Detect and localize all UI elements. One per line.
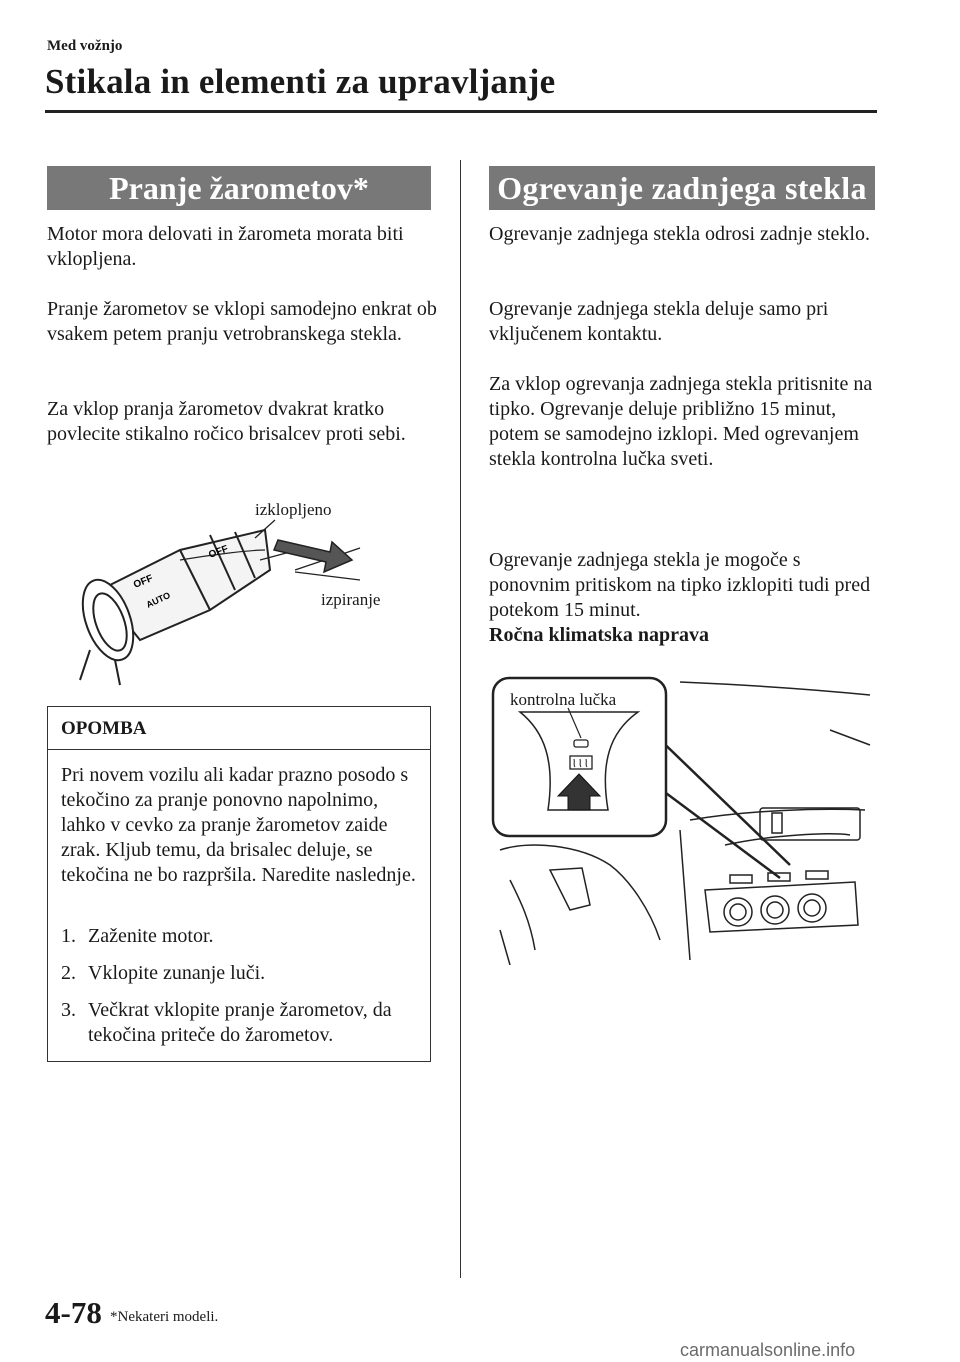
note-step (61, 961, 423, 986)
dashboard-illustration (490, 670, 875, 965)
note-text: Pri novem vozilu ali kadar prazno posodo s tekočino za pranje ponovno napolnimo, lahko v cevko za pranje žarometov zaide zrak. Kljub temu, da brisalec deluje, se tekočina ne bo razpršila. Naredite naslednje. (61, 764, 416, 886)
stalk-off-lower-text: OFF (132, 573, 155, 591)
note-step (61, 998, 423, 1048)
note-header (48, 707, 430, 750)
indicator-light-icon (574, 740, 588, 747)
header-rule (45, 110, 877, 113)
footnote: *Nekateri modeli. (110, 1309, 219, 1325)
paragraph: Ogrevanje zadnjega stekla je mogoče s ponovnim pritiskom na tipko izklopiti tudi pred potekom 15 minut. (489, 549, 871, 621)
chapter-label: Med vožnjo (47, 38, 123, 54)
paragraph: Motor mora delovati in žarometa morata biti vklopljena. (47, 223, 404, 270)
note-step (61, 924, 423, 949)
step-number: 1. (61, 925, 76, 947)
stalk-auto-text: AUTO (144, 590, 172, 610)
paragraph: Za vklop pranja žarometov dvakrat kratko povlecite stikalno ročico brisalcev proti sebi. (47, 398, 406, 445)
stalk-off-upper-text: OFF (207, 543, 230, 561)
rear-defroster-button-icon (570, 756, 592, 769)
note-box (47, 706, 431, 1062)
page-title: Stikala in elementi za upravljanje (45, 62, 556, 101)
note-title: OPOMBA (61, 718, 147, 739)
subheading-manual-climate: Ročna klimatska naprava (489, 624, 710, 646)
step-number: 3. (61, 999, 76, 1021)
step-text: Zaženite motor. (88, 925, 214, 947)
pull-arrow-icon (274, 540, 352, 572)
label-wash: izpiranje (321, 590, 381, 609)
section-banner-rear-defroster: Ogrevanje zadnjega stekla (489, 166, 875, 210)
page-number: 4-78 (45, 1295, 102, 1330)
step-text: Večkrat vklopite pranje žarometov, da tekočina priteče do žarometov. (88, 999, 392, 1046)
label-off: izklopljeno (255, 500, 332, 519)
step-number: 2. (61, 962, 76, 984)
column-separator (460, 160, 461, 1278)
paragraph: Ogrevanje zadnjega stekla deluje samo pri vključenem kontaktu. (489, 298, 829, 345)
paragraph: Pranje žarometov se vklopi samodejno enkrat ob vsakem petem pranju vetrobranskega stekla. (47, 298, 437, 345)
paragraph: Za vklop ogrevanja zadnjega stekla pritisnite na tipko. Ogrevanje deluje približno 15 minut, potem se samodejno izklopi. Med ogrevanjem stekla kontrolna lučka sveti. (489, 373, 873, 470)
watermark: carmanualsonline.info (680, 1340, 856, 1360)
section-banner-headlamp-washer: Pranje žarometov* (47, 166, 431, 210)
label-indicator-light: kontrolna lučka (510, 690, 617, 709)
step-text: Vklopite zunanje luči. (88, 962, 266, 984)
paragraph: Ogrevanje zadnjega stekla odrosi zadnje steklo. (489, 223, 870, 245)
